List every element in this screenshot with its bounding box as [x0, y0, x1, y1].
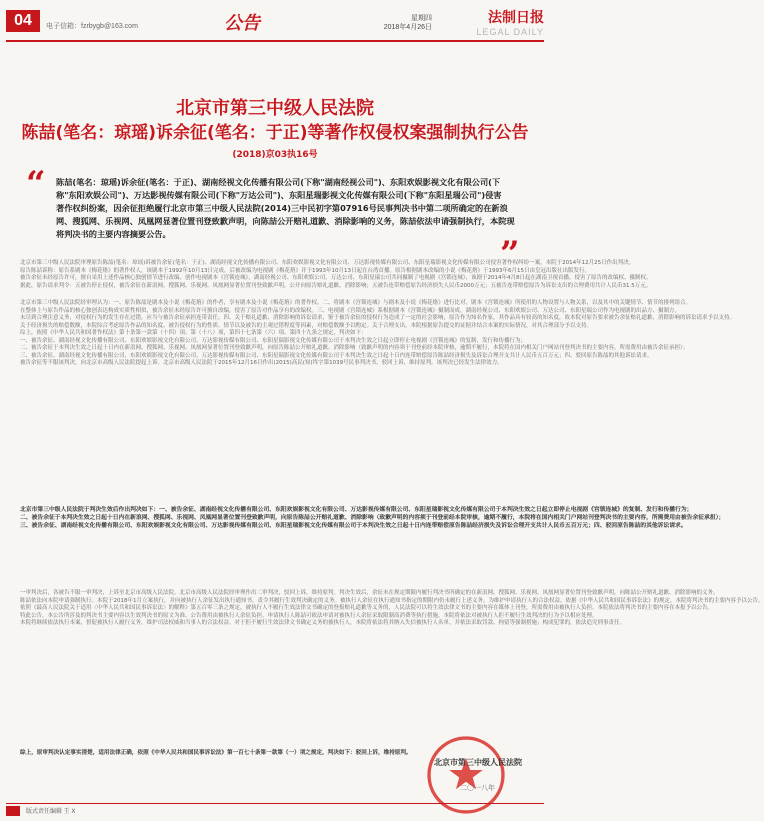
summary-line: 称"东阳欢娱公司")、万达影视传媒有限公司(下称"万达公司")、东阳星瑞影视文化传媒有限公司(下称"东阳星瑞公司")侵害: [56, 190, 502, 200]
footer-text: 版式责任编辑 王 X: [26, 809, 76, 815]
text-line: 二、被告余征于本判决生效之日起十日内在新浪网、搜狐网、乐视网、凤凰网显著位置刊登致歉声明，向原告陈喆公开赔礼道歉、消除影响（致歉声明的内容须于刊登前经本院审核，逾期不履行，本院将在国内相关门户网站刊登判决书的主要内容，所需费用由被告余征承担）；: [20, 345, 689, 351]
court-title: 北京市第三中级人民法院: [176, 98, 374, 119]
text-line: 一、被告余征、湖南经视文化传播有限公司、东阳欢娱影视文化有限公司、万达影视传媒有限公司、东阳星瑞影视文化传媒有限公司于本判决生效之日起立即停止电视剧《宫锁连城》的复制、发行和传播行为；: [20, 337, 527, 344]
page-header: [6, 6, 544, 42]
text-line: 据此，原告请求判令：五被告停止侵权，被告余征在新浪网、搜狐网、乐视网、凤凰网显著位置刊登致歉声明，公开向原告赔礼道歉、消除影响；五被告连带赔偿原告经济损失人民币2000万元；五被告连带赔偿原告为诉讼支出的合理费用共计人民币31.5万元。: [20, 282, 652, 289]
body-paragraph-3: [20, 590, 764, 628]
summary-line: 陈喆(笔名：琼瑶)诉余征(笔名：于正)、湖南经视文化传播有限公司(下称"湖南经视公司")、东阳欢娱影视文化有限公司(下: [56, 177, 501, 187]
case-number: (2018)京03执16号: [232, 150, 318, 160]
text-line: 北京市第三中级人民法院审理原告陈喆(笔名：琼瑶)诉被告余征(笔名：于正)、湖南经视文化传播有限公司、东阳欢娱影视文化有限公司、万达影视传媒有限公司、东阳星瑞影视文化传媒有限公司侵害著作权纠纷一案，本院于2014年12月25日作出判决。: [20, 260, 635, 266]
open-quote-icon: “: [26, 164, 46, 204]
summary-line: 著作权纠纷案，因余征拒绝履行北京市第三中级人民法院(2014)三中民初字第07916号民事判决书中第二项所确定的在新浪: [56, 203, 508, 213]
brand-en: LEGAL DAILY: [476, 27, 544, 37]
summary-line: 将判决书的主要内容摘要公告。: [56, 229, 171, 239]
masthead: [444, 7, 544, 37]
text-line: 一审判决后，各被告不服一审判决，上诉至北京市高级人民法院。北京市高级人民法院经审理作出二审判决，驳回上诉，维持原判。判决生效后，余征未在规定期限内履行判决书所确定的在新浪网、搜狐网、乐视网、凤凰网显著位置刊登致歉声明，向陈喆公开赔礼道歉、消除影响的义务。: [20, 590, 719, 596]
weekday: 星期四: [411, 15, 432, 22]
text-line: 被告余征等不服该判决，向北京市高级人民法院提起上诉。北京市高级人民法院于2015年12月16日作出(2015)高民(知)终字第1039号民事判决书，驳回上诉，维持原判。该判决已经发生法律效力。: [20, 360, 503, 366]
section-title: 公告: [224, 13, 260, 34]
text-line: 特此公告。本公告所涉及的判决书主要内容以生效判决书的原文为准。公告费用由被执行人余征负担。申请执行人陈喆可依法申请对被执行人余征采取限制高消费等执行措施，本院将依法对被执行人拒不履行生效判决的行为予以相应处理。: [20, 612, 598, 619]
summary-line: 网、搜狐网、乐视网、凤凰网显著位置刊登致歉声明，向陈喆公开赔礼道歉、消除影响的义务，陈喆依法申请强制执行，本院现: [56, 216, 515, 226]
text-line: 综上，依照《中华人民共和国著作权法》第十条第一款第（十四）项、第（十八）项，第四十七条第（六）项、第四十九条之规定，判决如下：: [20, 330, 367, 336]
body-paragraph-2: [20, 300, 736, 368]
signature-date: 二〇一八年: [460, 784, 495, 792]
text-line: 被告余征未经原告许可，擅自采用上述作品核心独创情节进行改编，创作电视剧本《宫锁连城》，湖南经视公司、东阳欢娱公司、万达公司、东阳星瑞公司共同摄制了电视剧《宫锁连城》，该剧于2014年4月8日起在湖南卫视首播，侵害了原告的改编权、摄制权。: [20, 275, 652, 281]
page-number: 04: [6, 10, 40, 32]
text-line: 本院将继续依法执行本案，督促被执行人履行义务，维护司法权威和当事人的合法权益。对于拒不履行生效法律文书确定义务的被执行人，本院将依法将其纳入失信被执行人名单，并依法采取罚款、拘留等强制措施；构成犯罪的，依法追究刑事责任。: [20, 620, 626, 626]
text-line: 陈喆依法向本院申请强制执行。本院于2018年1月立案执行，并向被执行人余征发出执行通知书，责令其履行生效判决确定的义务。被执行人余征在执行通知书指定的期限内仍未履行上述义务。为维护申请执行人的合法权益，依据《中华人民共和国民事诉讼法》的规定，本院将判决书的主要内容予以公告。: [20, 597, 764, 604]
page-footer: [6, 803, 544, 818]
text-line: 原告陈喆诉称：原告系剧本《梅花烙》的著作权人，该剧本于1992年10月13日完成，后被改编为电视剧《梅花烙》并于1993年10月13日起在台湾首播。原告根据剧本改编的小说《梅花烙》于1993年6月15日由皇冠出版社出版发行。: [20, 267, 590, 274]
text-line: 三、被告余征、湖南经视文化传播有限公司、东阳欢娱影视文化有限公司、万达影视传媒有限公司、东阳星瑞影视文化传媒有限公司于本判决生效之日起十日内连带赔偿原告陈喆经济损失及诉讼合理开支共计人民币五百万元；四、驳回原告陈喆的其他诉讼请求。: [20, 352, 653, 359]
judgment-line: 北京市第三中级人民法院于判决生效后作出判决如下：一、被告余征、湖南经视文化传播有限公司、东阳欢娱影视文化有限公司、万达影视传媒有限公司、东阳星瑞影视文化传媒有限公司于本判决生效之日起立即停止电视剧《宫锁连城》的复制、发行和传播行为；: [20, 507, 693, 513]
text-line: 关于经济损失的赔偿数额，本院综合考虑原告作品的知名度、被告侵权行为的性质、情节以及被告的主观过错程度等因素，对赔偿数额予以酌定。关于合理支出，本院根据原告提交的证据并结合本案的实际情况，对其合理部分予以支持。: [20, 322, 593, 329]
summary-block: [56, 176, 515, 241]
judgment-line: 二、被告余征于本判决生效之日起十日内在新浪网、搜狐网、乐视网、凤凰网显著位置刊登致歉声明，向原告陈喆公开赔礼道歉、消除影响（致歉声明的内容须于刊登前经本院审核，逾期不履行，本院将在国内相关门户网站刊登判决书的主要内容，所需费用由被告余征承担）；: [20, 515, 725, 521]
editor-email: 电子信箱：fzrbygb@163.com: [46, 23, 138, 30]
body-paragraph-1: [20, 260, 652, 290]
judgment-line: 三、被告余征、湖南经视文化传播有限公司、东阳欢娱影视文化有限公司、万达影视传媒有限公司、东阳星瑞影视文化传媒有限公司于本判决生效之日起十日内连带赔偿原告陈喆经济损失及诉讼合理开支共计人民币五百万元；四、驳回原告陈喆的其他诉讼请求。: [20, 523, 687, 529]
footer-marker: [6, 806, 20, 816]
case-title: 陈喆(笔名：琼瑶)诉余征(笔名：于正)等著作权侵权案强制执行公告: [21, 123, 529, 143]
brand-cn: 法制日报: [488, 10, 544, 26]
signature-court: 北京市第三中级人民法院: [434, 758, 522, 767]
text-line: 依照《最高人民法院关于适用〈中华人民共和国民事诉讼法〉的解释》第五百零三条之规定，被执行人不履行生效法律文书确定的登报赔礼道歉等义务的，人民法院可以将生效法律文书的主要内容在媒体上刊登，所需费用由被执行人负担。本院依法将判决书的主要内容在本报予以公告。: [20, 605, 714, 611]
closing-line: 综上，原审判决认定事实清楚，适用法律正确，依照《中华人民共和国民事诉讼法》第一百七十条第一款第（一）项之规定，判决如下：驳回上诉，维持原判。: [20, 750, 412, 756]
text-line: 在整体上与原告作品的核心独创表达构成实质性相似，被告余征未经原告许可擅自改编，侵害了原告对作品享有的改编权。三、电视剧《宫锁连城》系根据剧本《宫锁连城》摄制而成，湖南经视公司、东阳欢娱公司、万达公司、东阳星瑞公司作为电视剧的出品方、摄制方。: [20, 307, 681, 314]
text-line: 北京市第三中级人民法院经审理认为：一、原告陈喆是剧本及小说《梅花烙》的作者，享有剧本及小说《梅花烙》的著作权。二、将剧本《宫锁连城》与剧本及小说《梅花烙》进行比对，剧本《宫锁连城》所使用的人物设置与人物关系，以及其中的关键情节、情节的排列组合。: [20, 300, 692, 306]
date: 2018年4月26日: [383, 24, 432, 31]
close-quote-icon: ”: [500, 234, 520, 274]
text-line: 未尽到合理注意义务，对侵权行为的发生存在过错，应当与被告余征承担连带责任。四、关于赔礼道歉、消除影响的诉讼请求，鉴于被告余征的侵权行为造成了一定的社会影响，原告作为知名作家，其作品具有较高的知名度，故本院对原告要求被告余征赔礼道歉、消除影响的诉讼请求予以支持。: [20, 315, 736, 321]
judgment-section: [20, 506, 725, 530]
issue-date: [362, 14, 432, 32]
